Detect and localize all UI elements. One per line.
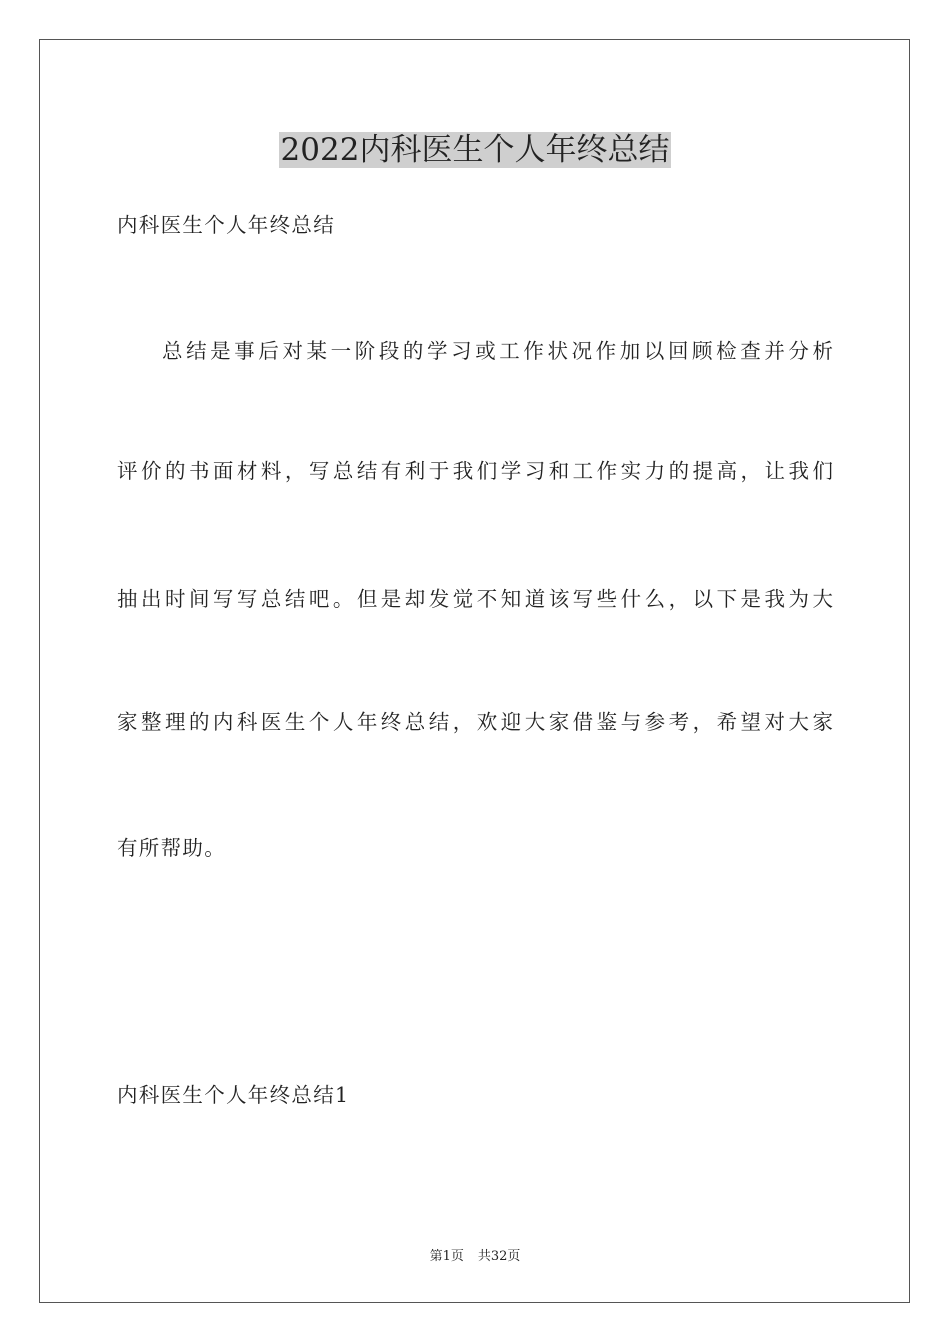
paragraph-line-2: 评价的书面材料，写总结有利于我们学习和工作实力的提高，让我们 xyxy=(117,459,833,483)
paragraph-line-1: 总结是事后对某一阶段的学习或工作状况作加以回顾检查并分析 xyxy=(162,339,833,363)
document-title-text: 2022内科医生个人年终总结 xyxy=(280,132,670,168)
document-title xyxy=(0,128,950,172)
paragraph-line-4: 家整理的内科医生个人年终总结，欢迎大家借鉴与参考，希望对大家 xyxy=(117,710,833,734)
page-footer xyxy=(0,1248,950,1266)
page-number: 第1页 xyxy=(429,1249,464,1264)
paragraph-line-5: 有所帮助。 xyxy=(117,836,226,860)
paragraph-line-3: 抽出时间写写总结吧。但是却发觉不知道该写些什么，以下是我为大 xyxy=(117,587,833,611)
page-total: 共32页 xyxy=(477,1249,521,1264)
document-subtitle: 内科医生个人年终总结 xyxy=(117,213,335,237)
section-heading: 内科医生个人年终总结1 xyxy=(117,1083,350,1107)
